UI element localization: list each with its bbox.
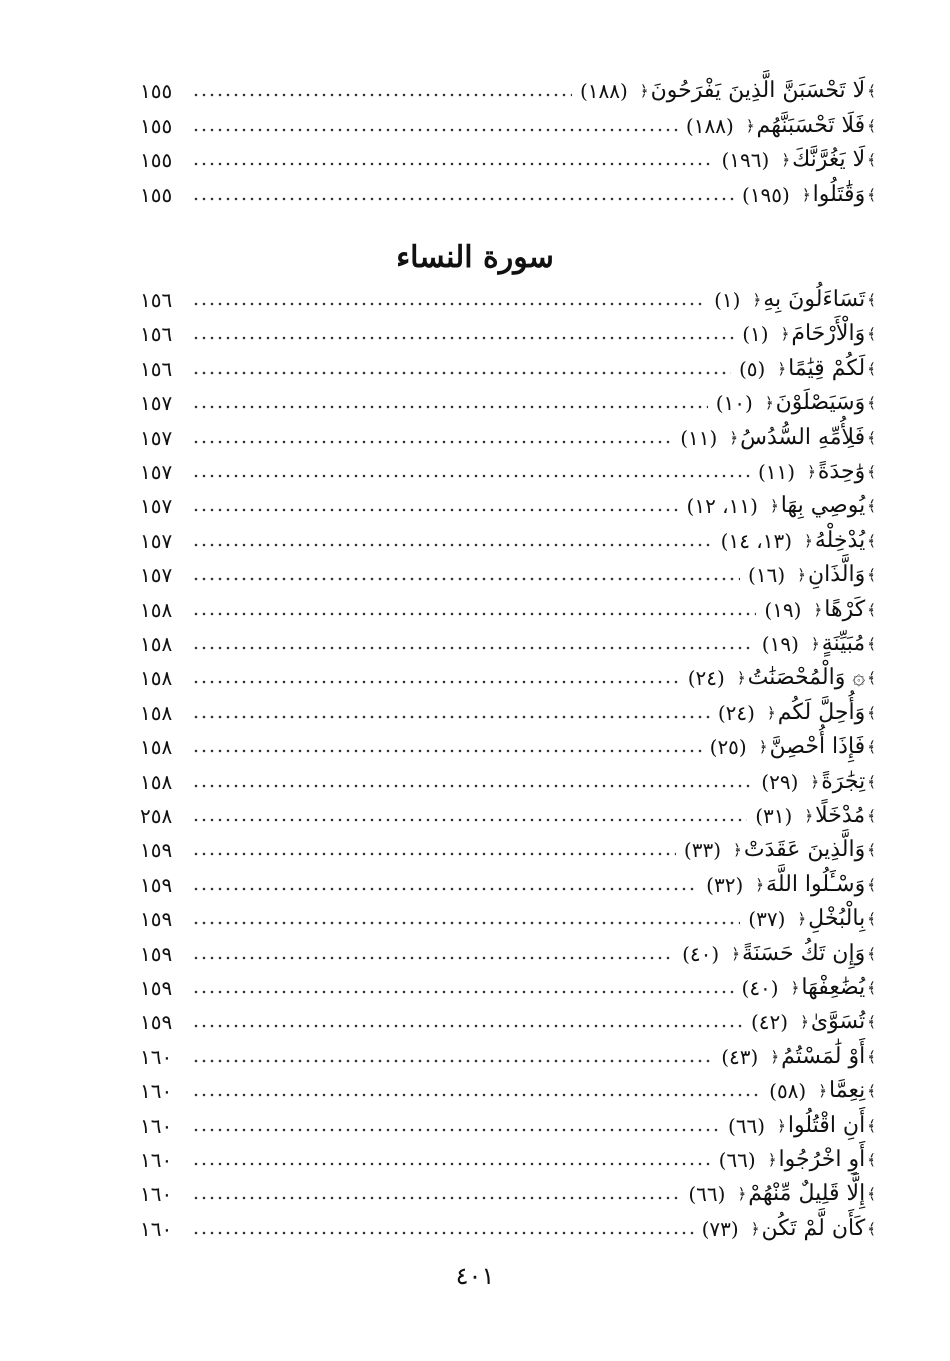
- page-reference: ١٥٧: [140, 425, 173, 450]
- quran-word: لَا تَحْسَبَنَّ الَّذِينَ يَفْرَحُونَ: [650, 78, 866, 103]
- verse-number: (١): [742, 322, 769, 347]
- quran-word: يُدْخِلْهُ: [814, 527, 866, 553]
- entry-text: [748, 904, 878, 934]
- verse-number: (١٩): [764, 597, 802, 622]
- dot-leader: [192, 180, 734, 210]
- index-row: [140, 388, 878, 418]
- ornament-close-icon: ﴿: [797, 910, 807, 929]
- page-reference: ١٥٧: [140, 494, 173, 519]
- verse-number: (٦٦): [688, 1182, 726, 1207]
- ornament-open-icon: ﴾: [867, 600, 876, 619]
- page-reference: ١٦٠: [140, 1216, 173, 1241]
- ornament-open-icon: ﴾: [867, 1116, 876, 1135]
- ornament-close-icon: ﴿: [752, 291, 762, 309]
- ornament-open-icon: ﴾: [867, 394, 876, 413]
- verse-number: (١): [714, 288, 741, 312]
- index-row: [140, 111, 878, 141]
- ornament-open-icon: ﴾: [867, 463, 876, 481]
- ornament-close-icon: ﴿: [818, 1082, 828, 1101]
- index-row: [140, 904, 878, 934]
- entry-text: [706, 870, 878, 900]
- index-row: [140, 973, 878, 1003]
- page-reference: ١٥٧: [140, 563, 173, 588]
- entry-text: [742, 319, 878, 349]
- section-title: سورة النساء: [396, 240, 554, 275]
- verse-number: (٣٧): [748, 907, 786, 932]
- index-row: [140, 457, 878, 487]
- quran-word: يُوصِي بِهَا: [780, 493, 866, 519]
- ornament-open-icon: ﴾: [867, 875, 876, 894]
- page-reference: ١٥٦: [140, 322, 173, 347]
- quran-word: فَلِأُمِّهِ السُّدُسُ: [740, 424, 866, 450]
- ornament-close-icon: ﴿: [797, 566, 806, 585]
- index-row: [140, 491, 878, 521]
- verse-number: (٣٣): [683, 838, 722, 863]
- entry-text: [762, 629, 878, 659]
- ornament-close-icon: ﴿: [780, 325, 790, 344]
- quran-word: وَالَّذَانِ: [807, 562, 866, 588]
- quran-word: وَقَٰتَلُوا: [812, 181, 866, 207]
- ornament-open-icon: ﴾: [867, 738, 876, 757]
- ornament-open-icon: ﴾: [867, 291, 876, 309]
- page-reference: ١٥٩: [140, 1010, 173, 1035]
- ornament-open-icon: ﴾: [867, 428, 876, 447]
- ornament-open-icon: ﴾: [867, 531, 876, 550]
- ornament-close-icon: ﴿: [639, 82, 649, 100]
- quran-word: يُضَٰعِفْهَا: [801, 975, 866, 1000]
- dot-leader: [192, 354, 731, 384]
- entry-text: [719, 1145, 878, 1175]
- ornament-close-icon: ﴿: [781, 151, 791, 169]
- ornament-open-icon: ﴾: [867, 116, 876, 135]
- dot-leader: [192, 698, 710, 728]
- entry-text: [739, 354, 878, 384]
- ornament-open-icon: ﴾: [867, 566, 876, 585]
- ornament-close-icon: ﴿: [777, 359, 787, 378]
- index-row: [140, 560, 878, 590]
- dot-leader: [192, 939, 674, 969]
- index-row: [140, 1145, 878, 1175]
- verse-number: (٦٦): [728, 1113, 766, 1138]
- verse-number: (٥): [738, 356, 766, 381]
- verse-number: (٢٩): [761, 769, 799, 794]
- verse-number: (٤٠): [682, 941, 720, 966]
- ornament-close-icon: ﴿: [770, 1047, 780, 1066]
- dot-leader: [192, 1076, 761, 1106]
- entry-text: [755, 801, 878, 831]
- verse-number: (١٦): [748, 563, 786, 588]
- dot-leader: [192, 1179, 680, 1209]
- quran-word: لَكُمْ قِيَٰمًا: [788, 355, 866, 381]
- verse-number: (٦٦): [718, 1148, 756, 1172]
- entry-text: [710, 732, 878, 762]
- ornament-open-icon: ﴾: [867, 910, 876, 929]
- index-row: [140, 835, 878, 865]
- index-row: [140, 732, 878, 762]
- page-reference: ١٥٩: [140, 907, 173, 932]
- page-reference: ١٦٠: [140, 1044, 173, 1069]
- entry-text: [742, 180, 878, 210]
- dot-leader: [192, 388, 708, 418]
- ornament-open-icon: ﴾: [867, 151, 876, 169]
- ornament-close-icon: ﴿: [737, 1185, 747, 1204]
- index-row: [140, 939, 878, 969]
- quran-word: تَسَاءَلُونَ بِهِ: [763, 287, 866, 312]
- index-row: [140, 423, 878, 453]
- entry-text: [721, 526, 878, 556]
- ornament-close-icon: ﴿: [813, 600, 823, 619]
- quran-word: نِعِمَّا: [829, 1078, 866, 1104]
- ornament-open-icon: ﴾: [867, 325, 876, 344]
- dot-leader: [192, 560, 740, 590]
- quran-word: كَرْهًا: [824, 596, 866, 622]
- ornament-close-icon: ﴿: [810, 772, 820, 791]
- page-reference: ١٥٦: [140, 288, 173, 312]
- entry-text: [680, 423, 878, 453]
- index-row: [140, 1076, 878, 1106]
- dot-leader: [192, 319, 734, 349]
- index-row: [140, 698, 878, 728]
- ornament-open-icon: ﴾: [867, 1219, 876, 1238]
- entry-text: [702, 1214, 878, 1244]
- dot-leader: [192, 801, 747, 831]
- ornament-open-icon: ﴾: [867, 669, 876, 688]
- verse-number: (١٠): [715, 391, 753, 416]
- ornament-close-icon: ﴿: [777, 1116, 786, 1135]
- index-row: [140, 663, 878, 693]
- ornament-close-icon: ﴿: [769, 497, 779, 516]
- dot-leader: [192, 111, 678, 141]
- verse-number: (٥٨): [769, 1079, 807, 1104]
- quran-word: وَالَّذِينَ عَقَدَتْ: [743, 837, 866, 863]
- index-row: [140, 1042, 878, 1072]
- entry-text: [716, 388, 878, 418]
- dot-leader: [192, 904, 740, 934]
- page-reference: ٢٥٨: [140, 804, 173, 828]
- verse-number: (٢٥): [709, 735, 747, 760]
- ornament-open-icon: ﴾: [867, 944, 876, 963]
- index-row: [140, 801, 878, 831]
- page-reference: ١٥٥: [140, 79, 173, 103]
- ornament-open-icon: ﴾: [867, 359, 876, 378]
- page-reference: ١٥٥: [140, 113, 173, 138]
- ornament-close-icon: ﴿: [745, 116, 755, 135]
- index-row: [140, 629, 878, 659]
- dot-leader: [192, 1042, 713, 1072]
- ornament-open-icon: ﴾: [867, 979, 876, 997]
- dot-leader: [192, 663, 680, 693]
- entry-text: [684, 835, 878, 865]
- ornament-open-icon: ﴾: [867, 82, 876, 100]
- verse-number: (١٩٦): [721, 148, 770, 172]
- dot-leader: [192, 1145, 711, 1175]
- entry-text: [688, 663, 878, 693]
- page-reference: ١٥٦: [140, 356, 173, 381]
- ornament-close-icon: ﴿: [736, 669, 746, 688]
- page-reference: ١٦٠: [140, 1113, 173, 1138]
- page-reference: ١٥٥: [140, 148, 173, 172]
- entry-text: [688, 1179, 878, 1209]
- ornament-open-icon: ﴾: [867, 1185, 876, 1204]
- dot-leader: [192, 423, 672, 453]
- ornament-open-icon: ﴾: [867, 703, 876, 722]
- verse-number: (١١): [757, 460, 796, 484]
- ornament-close-icon: ﴿: [766, 703, 776, 722]
- ornament-open-icon: ﴾: [867, 772, 876, 791]
- ornament-close-icon: ﴿: [758, 738, 768, 757]
- quran-word: ۞ وَالْمُحْصَنَٰتُ: [747, 665, 866, 691]
- verse-number: (٤٢): [750, 1010, 789, 1035]
- page-reference: ١٥٥: [140, 182, 173, 207]
- entry-text: [714, 285, 878, 315]
- page-reference: ١٥٨: [140, 666, 173, 691]
- entry-text: [728, 1111, 878, 1141]
- entry-text: [769, 1076, 878, 1106]
- index-row: [140, 595, 878, 625]
- index-row: [140, 767, 878, 797]
- quran-word: وَالْأَرْحَامَ: [791, 321, 866, 347]
- ornament-close-icon: ﴿: [790, 979, 800, 997]
- ornament-open-icon: ﴾: [867, 841, 876, 860]
- ornament-close-icon: ﴿: [810, 635, 820, 653]
- page-number: ٤٠١: [455, 1262, 495, 1290]
- index-row: [140, 526, 878, 556]
- index-row: [140, 1007, 878, 1037]
- page-reference: ١٥٧: [140, 391, 173, 416]
- entry-text: [682, 939, 878, 969]
- page-reference: ١٥٩: [140, 838, 173, 863]
- verse-number: (٢٤): [687, 666, 725, 691]
- verse-number: (١٩٥): [742, 182, 790, 207]
- dot-leader: [192, 76, 572, 106]
- entry-text: [580, 76, 878, 106]
- index-row: [140, 1111, 878, 1141]
- dot-leader: [192, 491, 679, 521]
- verse-number: (٤٣): [721, 1044, 759, 1069]
- quran-word: أَنِ اقْتُلُوا: [787, 1112, 866, 1138]
- quran-word: تُسَوَّىٰ: [810, 1009, 866, 1035]
- quran-word: وَإِن تَكُ حَسَنَةً: [742, 940, 866, 966]
- verse-number: (٣٢): [706, 872, 744, 897]
- verse-number: (٤٠): [741, 976, 779, 1000]
- index-row: [140, 180, 878, 210]
- ornament-open-icon: ﴾: [867, 185, 876, 204]
- ornament-close-icon: ﴿: [767, 1151, 777, 1169]
- dot-leader: [192, 629, 754, 659]
- entry-text: [751, 1007, 878, 1037]
- quran-word: تِجَٰرَةً: [821, 768, 866, 794]
- quran-word: أَوْ لَٰمَسْتُمُ: [781, 1043, 866, 1069]
- index-row: [140, 870, 878, 900]
- dot-leader: [192, 767, 753, 797]
- page-reference: ١٥٩: [140, 976, 173, 1000]
- index-row: [140, 1214, 878, 1244]
- verse-number: (١٣، ١٤): [720, 528, 793, 553]
- ornament-open-icon: ﴾: [867, 1151, 876, 1169]
- ornament-open-icon: ﴾: [867, 497, 876, 516]
- quran-word: مُبَيِّنَةٍ: [821, 631, 866, 656]
- ornament-close-icon: ﴿: [755, 875, 765, 894]
- quran-word: فَإِذَا أُحْصِنَّ: [769, 734, 866, 760]
- quran-word: مُدْخَلًا: [815, 803, 866, 828]
- verse-number: (١١، ١٢): [686, 494, 758, 519]
- verse-number: (١٩): [761, 632, 799, 656]
- quran-word: فَلَا تَحْسَبَنَّهُم: [756, 112, 866, 138]
- page-reference: ١٥٧: [140, 528, 173, 553]
- ornament-close-icon: ﴿: [807, 463, 816, 481]
- entry-text: [687, 491, 878, 521]
- quran-word: أَوِ اخْرُجُوا: [778, 1147, 866, 1172]
- entry-text: [761, 767, 878, 797]
- dot-leader: [192, 526, 713, 556]
- page-reference: ١٥٨: [140, 769, 173, 794]
- page-reference: ١٥٧: [140, 460, 173, 484]
- page-reference: ١٥٨: [140, 597, 173, 622]
- index-row: [140, 1179, 878, 1209]
- page-reference: ١٦٠: [140, 1148, 173, 1172]
- quran-word: وَسْـَٔلُوا اللَّهَ: [766, 871, 866, 897]
- dot-leader: [192, 870, 698, 900]
- page-reference: ١٥٩: [140, 941, 173, 966]
- ornament-close-icon: ﴿: [804, 807, 814, 825]
- ornament-close-icon: ﴿: [729, 428, 739, 447]
- quran-word: بِالْبُخْلِ: [808, 906, 866, 932]
- verse-number: (٧٣): [701, 1216, 739, 1241]
- quran-word: إِلَّا قَلِيلٌ مِّنْهُمْ: [748, 1181, 866, 1207]
- ornament-close-icon: ﴿: [731, 944, 740, 963]
- dot-leader: [192, 595, 756, 625]
- page-reference: ١٥٨: [140, 735, 173, 760]
- dot-leader: [192, 285, 706, 315]
- ornament-open-icon: ﴾: [867, 1013, 876, 1032]
- index-row: [140, 319, 878, 349]
- dot-leader: [192, 835, 676, 865]
- entry-text: [764, 595, 878, 625]
- ornament-open-icon: ﴾: [867, 635, 876, 653]
- index-row: [140, 76, 878, 106]
- page-reference: ١٥٩: [140, 872, 173, 897]
- index-row: [140, 285, 878, 315]
- entry-text: [686, 111, 878, 141]
- entry-text: [742, 973, 879, 1003]
- verse-number: (٢٤): [717, 700, 755, 725]
- entry-text: [748, 560, 878, 590]
- quran-word: لَا يَغُرَّنَّكَ: [792, 147, 866, 172]
- ornament-open-icon: ﴾: [867, 1082, 876, 1101]
- verse-number: (١١): [680, 425, 718, 450]
- page-reference: ١٦٠: [140, 1182, 173, 1207]
- dot-leader: [192, 457, 750, 487]
- dot-leader: [192, 1214, 694, 1244]
- ornament-open-icon: ﴾: [867, 807, 876, 825]
- ornament-close-icon: ﴿: [804, 531, 813, 550]
- dot-leader: [192, 732, 702, 762]
- verse-number: (١٨٨): [579, 79, 628, 103]
- quran-word: وَأُحِلَّ لَكُم: [777, 699, 866, 725]
- index-row: [140, 145, 878, 175]
- ornament-close-icon: ﴿: [764, 394, 774, 413]
- page-reference: ١٥٨: [140, 632, 173, 656]
- verse-number: (١٨٨): [685, 113, 734, 138]
- dot-leader: [192, 1007, 743, 1037]
- ornament-close-icon: ﴿: [800, 1013, 809, 1032]
- entry-text: [718, 698, 878, 728]
- page-reference: ١٦٠: [140, 1079, 173, 1104]
- quran-word: وَسَيَصْلَوْنَ: [775, 390, 866, 416]
- entry-text: [721, 145, 878, 175]
- dot-leader: [192, 973, 734, 1003]
- index-row: [140, 354, 878, 384]
- quran-word: وَٰحِدَةً: [817, 459, 866, 484]
- ornament-open-icon: ﴾: [867, 1047, 876, 1066]
- page-reference: ١٥٨: [140, 700, 173, 725]
- ornament-close-icon: ﴿: [733, 841, 742, 860]
- dot-leader: [192, 1111, 720, 1141]
- quran-word: كَأَن لَّمْ تَكُن: [761, 1215, 866, 1241]
- ornament-close-icon: ﴿: [801, 185, 811, 204]
- entry-text: [721, 1042, 878, 1072]
- ornament-close-icon: ﴿: [750, 1219, 760, 1238]
- verse-number: (٣١): [755, 804, 793, 828]
- dot-leader: [192, 145, 713, 175]
- entry-text: [758, 457, 878, 487]
